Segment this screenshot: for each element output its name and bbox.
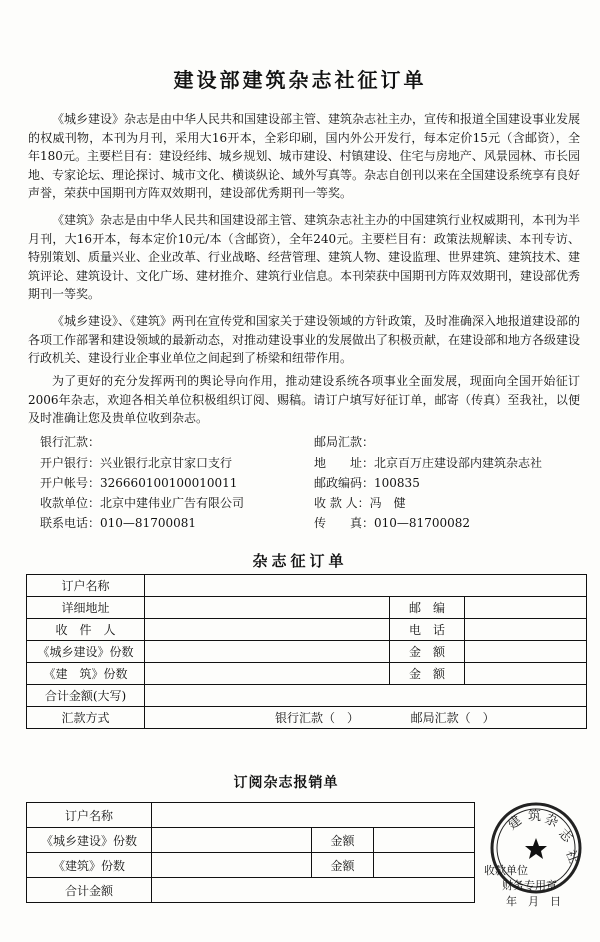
bank-option[interactable]: 银行汇款（ ） — [275, 711, 360, 725]
bank-label: 开户帐号： — [40, 476, 101, 490]
post-option[interactable]: 邮局汇款（ ） — [410, 711, 495, 725]
stamp-date: 年 月 日 — [506, 895, 561, 908]
svg-text:志: 志 — [555, 826, 575, 847]
post-row — [314, 474, 420, 491]
address-label: 详细地址 — [27, 597, 145, 619]
claim-jz-copies-field[interactable] — [152, 853, 312, 878]
claim-form-table — [26, 802, 475, 903]
post-header: 邮局汇款： — [314, 435, 375, 449]
claim-total-field[interactable] — [152, 878, 475, 903]
total-field[interactable] — [145, 685, 587, 707]
bank-value: 北京中建伟业广告有限公司 — [100, 496, 245, 510]
post-row — [314, 514, 470, 531]
amount-label: 金 额 — [390, 663, 465, 685]
table-row — [27, 828, 475, 853]
post-value: 100835 — [374, 476, 420, 490]
claim-amount-field[interactable] — [374, 853, 475, 878]
postcode-label: 邮 编 — [390, 597, 465, 619]
bank-row — [40, 514, 196, 531]
method-options — [145, 707, 587, 729]
bank-label: 联系电话： — [40, 516, 101, 530]
method-label: 汇款方式 — [27, 707, 145, 729]
table-row — [27, 641, 587, 663]
table-row — [27, 597, 587, 619]
order-form-title: 杂志征订单 — [252, 552, 348, 570]
bank-row — [40, 454, 232, 471]
table-row — [27, 685, 587, 707]
table-row — [27, 803, 475, 828]
post-label: 收 款 人： — [314, 496, 370, 510]
claim-total-label: 合计金额 — [27, 878, 152, 903]
claim-cs-copies-field[interactable] — [152, 828, 312, 853]
stamp-note: 收款单位 — [484, 864, 528, 877]
svg-text:筑: 筑 — [528, 809, 542, 824]
table-row — [27, 619, 587, 641]
address-field[interactable] — [145, 597, 390, 619]
total-label: 合计金额(大写) — [27, 685, 145, 707]
cs-copies-label: 《城乡建设》份数 — [27, 641, 145, 663]
bank-label: 收款单位： — [40, 496, 101, 510]
amount-label: 金 额 — [390, 641, 465, 663]
post-row — [314, 494, 406, 511]
claim-amount-label: 金额 — [312, 853, 374, 878]
bank-row — [40, 474, 237, 491]
bank-header: 银行汇款： — [40, 435, 101, 449]
bank-value: 兴业银行北京甘家口支行 — [100, 456, 233, 470]
svg-text:建: 建 — [505, 813, 525, 834]
bank-row — [40, 494, 244, 511]
stamp-note-finance: 财务专用章 — [502, 879, 557, 892]
claim-subscriber-label: 订户名称 — [27, 803, 152, 828]
amount-field[interactable] — [465, 641, 587, 663]
phone-label: 电 话 — [390, 619, 465, 641]
claim-subscriber-field[interactable] — [152, 803, 475, 828]
svg-text:社: 社 — [562, 848, 581, 866]
intro-both-paragraph: 《城乡建设》、《建筑》两刊在宣传党和国家关于建设领域的方针政策，及时准确深入地报道建设部的各项工作部署和建设领域的最新动态，对推动建设事业的发展做出了积极贡献，在建设部和地方各级建设行政机关、建设行业企事业单位之间起到了桥梁和纽带作用。 — [28, 314, 581, 365]
jz-copies-label: 《建 筑》份数 — [27, 663, 145, 685]
table-row — [27, 853, 475, 878]
post-value: 北京百万庄建设部内建筑杂志社 — [374, 456, 543, 470]
intro-cxjs-paragraph: 《城乡建设》杂志是由中华人民共和国建设部主管、建筑杂志社主办，宣传和报道全国建设事业发展的权威刊物，本刊为月刊，采用大16开本，全彩印刷，国内外公开发行，每本定价15元（含邮资），全年180元。主要栏目有：建设经纬、城乡规划、城市建设、村镇建设、住宅与房地产、风景园林、市长园地、专家论坛、理论探讨、城市文化、横谈纵论、域外写真等。杂志自创刊以来在全国建设系统享有良好声誉，荣获中国期刊方阵双效期刊，建设部优秀期刊一等奖。 — [28, 112, 581, 200]
post-value: 冯 健 — [369, 496, 406, 510]
claim-jz-copies-label: 《建筑》份数 — [27, 853, 152, 878]
subscriber-field[interactable] — [145, 575, 587, 597]
subscriber-label: 订户名称 — [27, 575, 145, 597]
cs-copies-field[interactable] — [145, 641, 390, 663]
post-value: 010—81700082 — [374, 516, 470, 530]
claim-form-title: 订阅杂志报销单 — [233, 775, 339, 791]
post-label: 邮政编码： — [314, 476, 375, 490]
claim-amount-field[interactable] — [374, 828, 475, 853]
claim-cs-copies-label: 《城乡建设》份数 — [27, 828, 152, 853]
receiver-field[interactable] — [145, 619, 390, 641]
page-title: 建设部建筑杂志社征订单 — [173, 68, 427, 92]
bank-value: 010—81700081 — [100, 516, 196, 530]
claim-amount-label: 金额 — [312, 828, 374, 853]
table-row — [27, 575, 587, 597]
post-label: 地 址： — [314, 456, 375, 470]
post-label: 传 真： — [314, 516, 375, 530]
bank-value: 326660100100010011 — [100, 476, 238, 490]
receiver-label: 收 件 人 — [27, 619, 145, 641]
bank-label: 开户银行： — [40, 456, 101, 470]
table-row — [27, 878, 475, 903]
svg-text:杂: 杂 — [542, 811, 561, 831]
amount-field[interactable] — [465, 663, 587, 685]
table-row — [27, 663, 587, 685]
table-row — [27, 707, 587, 729]
post-row — [314, 454, 542, 471]
order-form-table — [26, 574, 587, 729]
phone-field[interactable] — [465, 619, 587, 641]
intro-jianzhu-paragraph: 《建筑》杂志是由中华人民共和国建设部主管、建筑杂志社主办的中国建筑行业权威期刊，本刊为半月刊，大16开本，每本定价10元/本（含邮资），全年240元。主要栏目有：政策法规解读、本刊专访、特别策划、质量兴业、企业改革、行业战略、经营管理、建筑人物、建设监理、世界建筑、建筑技术、建筑评论、建筑设计、文化广场、建材推介、建筑行业信息。本刊荣获中国期刊方阵双效期刊，建设部优秀期刊一等奖。 — [28, 213, 581, 301]
postcode-field[interactable] — [465, 597, 587, 619]
jz-copies-field[interactable] — [145, 663, 390, 685]
call-to-subscribe-paragraph: 为了更好的充分发挥两刊的舆论导向作用，推动建设系统各项事业全面发展，现面向全国开始征订2006年杂志，欢迎各相关单位积极组织订阅、赐稿。请订户填写好征订单，邮寄（传真）至我社，以便及时准确让您及贵单位收到杂志。 — [28, 374, 580, 425]
